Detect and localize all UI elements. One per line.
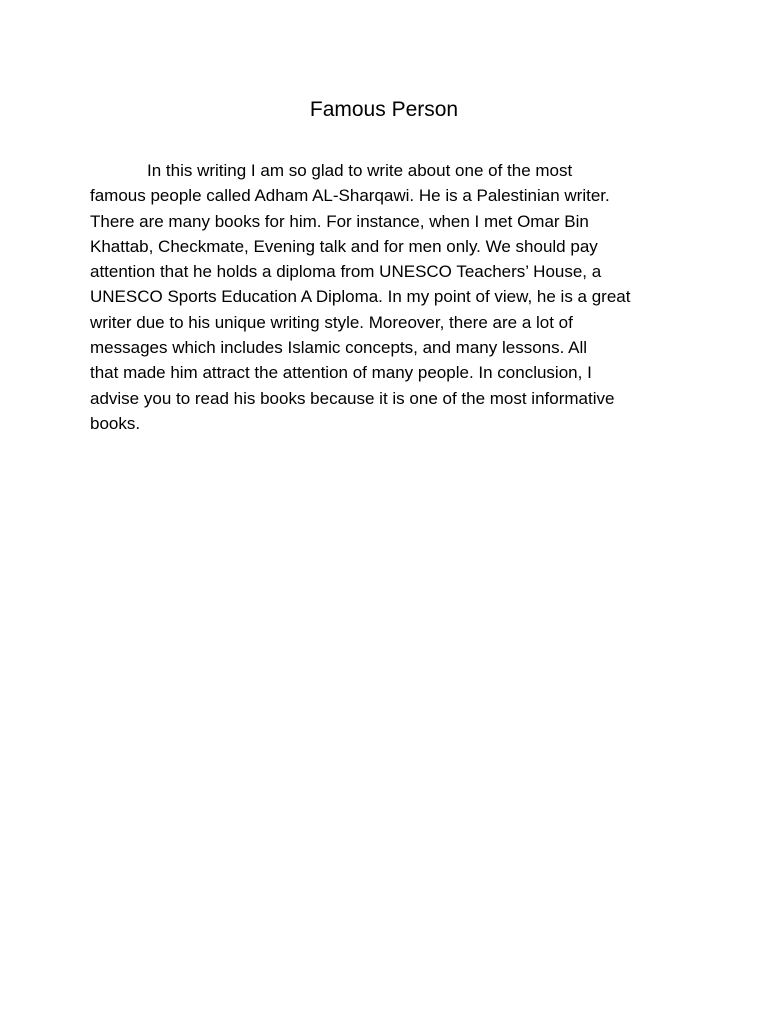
paragraph-line: messages which includes Islamic concepts, and many lessons. All — [90, 338, 588, 358]
paragraph-line: UNESCO Sports Education A Diploma. In my point of view, he is a great — [90, 287, 631, 307]
paragraph-line: books. — [90, 413, 141, 433]
essay-paragraph — [90, 158, 680, 436]
paragraph-line: writer due to his unique writing style. Moreover, there are a lot of — [90, 312, 573, 332]
paragraph-line: that made him attract the attention of many people. In conclusion, I — [90, 363, 592, 383]
paragraph-line: advise you to read his books because it is one of the most informative — [90, 388, 615, 408]
paragraph-line: attention that he holds a diploma from UNESCO Teachers’ House, a — [90, 262, 602, 282]
document-title: Famous Person — [309, 98, 459, 121]
paragraph-line: In this writing I am so glad to write about one of the most — [147, 161, 573, 180]
paragraph-line: famous people called Adham AL-Sharqawi. He is a Palestinian writer. — [90, 186, 610, 206]
paragraph-line: There are many books for him. For instance, when I met Omar Bin — [90, 211, 589, 231]
paragraph-line: Khattab, Checkmate, Evening talk and for men only. We should pay — [90, 236, 598, 256]
